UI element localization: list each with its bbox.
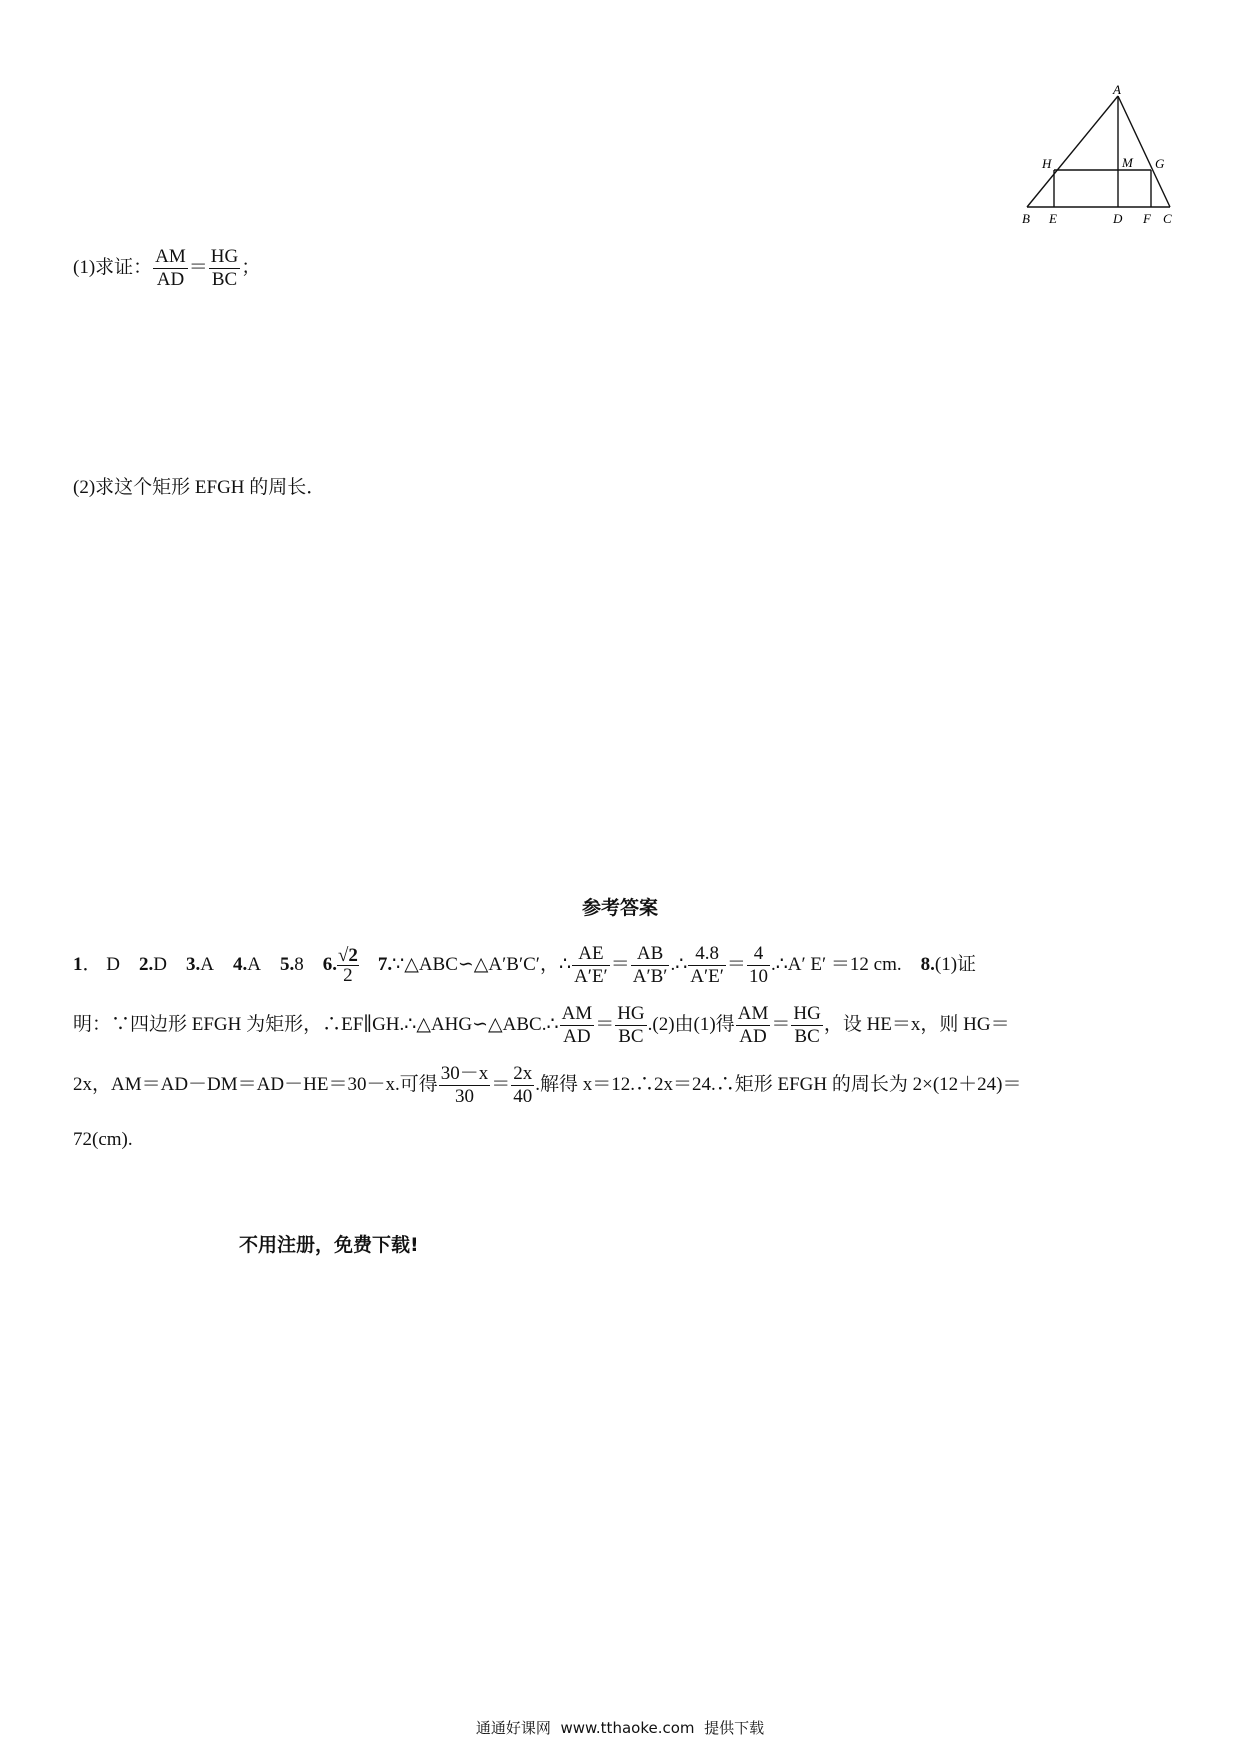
ans-7-frac-1: $\frac{AE}{A'E'}$ xyxy=(574,943,608,988)
label-c: C xyxy=(1163,211,1172,226)
ans-8-part2-start: .(2)由(1)得 xyxy=(647,1014,735,1035)
ans-4-num: 4. xyxy=(232,954,248,975)
ans-7-therefore: .∴ xyxy=(670,954,688,975)
label-a: A xyxy=(1113,84,1121,97)
ans-6-fraction: $\frac{√2}{2}$ xyxy=(337,945,358,987)
ans-2-num: 2. xyxy=(138,954,154,975)
q1-equals: ＝ xyxy=(188,256,208,278)
promo-text: 不用注册，免费下载! xyxy=(239,1234,419,1256)
ans-7-num: 7. xyxy=(377,954,393,975)
ans-8-frac-2: $\frac{HG}{BC}$ xyxy=(617,1003,645,1048)
question-1 xyxy=(73,247,260,290)
label-m: M xyxy=(1122,155,1133,170)
ans-8-frac-6: $\frac{2x}{40}$ xyxy=(513,1063,533,1108)
ans-7-eq-2: ＝ xyxy=(726,954,746,975)
answer-line-3 xyxy=(73,1055,1171,1115)
label-e: E xyxy=(1049,211,1057,226)
ans-1-num: 1 xyxy=(73,954,83,975)
ans-5-num: 5. xyxy=(279,954,295,975)
ans-8-frac-3: $\frac{AM}{AD}$ xyxy=(737,1003,769,1048)
q1-fraction-am-ad: $\frac{AM}{AD}$ xyxy=(155,246,186,290)
footer xyxy=(0,1717,1240,1738)
label-h: H xyxy=(1042,156,1052,171)
side-ab xyxy=(1027,96,1118,207)
ans-8-frac-4: $\frac{HG}{BC}$ xyxy=(793,1003,821,1048)
ans-7-frac-4: $\frac{4}{10}$ xyxy=(748,943,768,988)
answer-line-4: 72(cm). xyxy=(73,1129,133,1150)
ans-8-eq-3: ＝ xyxy=(491,1074,511,1095)
ans-8-eq-2: ＝ xyxy=(771,1014,791,1035)
q1-suffix: ； xyxy=(241,256,261,278)
ans-7-eq-1: ＝ xyxy=(610,954,630,975)
label-g: G xyxy=(1155,156,1165,171)
ans-7-result: .∴A′ E′ ＝12 cm. xyxy=(770,954,902,975)
ans-7-frac-3: $\frac{4.8}{A'E'}$ xyxy=(690,943,724,988)
side-ac xyxy=(1118,96,1170,207)
ans-8-eq-1: ＝ xyxy=(595,1014,615,1035)
ans-3-num: 3. xyxy=(185,954,201,975)
answers-heading: 参考答案 xyxy=(581,897,658,919)
ans-5: 8 xyxy=(294,954,304,975)
label-f: F xyxy=(1143,211,1151,226)
ans-8-frac-5: $\frac{30-x}{30}$ xyxy=(440,1063,489,1108)
ans-7-text: ∵△ABC∽△A′B′C′，∴ xyxy=(392,954,572,975)
ans-7-frac-2: $\frac{AB}{A'B'}$ xyxy=(632,943,668,988)
ans-8-proof-text: 明：∵四边形 EFGH 为矩形，∴EF∥GH.∴△AHG∽△ABC.∴ xyxy=(73,1014,559,1035)
footer-site-name: 通通好课网 xyxy=(475,1719,551,1737)
ans-1: ． D xyxy=(82,954,120,975)
ans-8-frac-1: $\frac{AM}{AD}$ xyxy=(561,1003,593,1048)
ans-8-text-start: (1)证 xyxy=(934,954,977,975)
ans-4: A xyxy=(247,954,261,975)
q1-prefix: (1)求证： xyxy=(73,256,153,278)
question-2: (2)求这个矩形 EFGH 的周长． xyxy=(73,477,326,498)
answer-line-1 xyxy=(73,935,1171,995)
geometry-figure xyxy=(1012,84,1180,230)
answer-line-2 xyxy=(73,995,1171,1055)
ans-3: A xyxy=(200,954,214,975)
label-b: B xyxy=(1022,211,1030,226)
ans-2: D xyxy=(153,954,167,975)
ans-8-am-expression: 2x，AM＝AD－DM＝AD－HE＝30－x.可得 xyxy=(73,1074,438,1095)
ans-8-num: 8. xyxy=(920,954,935,975)
footer-suffix: 提供下载 xyxy=(704,1719,765,1737)
label-d: D xyxy=(1113,211,1123,226)
footer-url[interactable]: www.tthaoke.com xyxy=(560,1719,695,1737)
ans-6-num: 6. xyxy=(322,954,337,975)
ans-8-solution: .解得 x＝12.∴2x＝24.∴矩形 EFGH 的周长为 2×(12＋24)＝ xyxy=(535,1074,1022,1095)
q1-fraction-hg-bc: $\frac{HG}{BC}$ xyxy=(210,246,239,290)
ans-8-let-x: ，设 HE＝x，则 HG＝ xyxy=(823,1014,1010,1035)
